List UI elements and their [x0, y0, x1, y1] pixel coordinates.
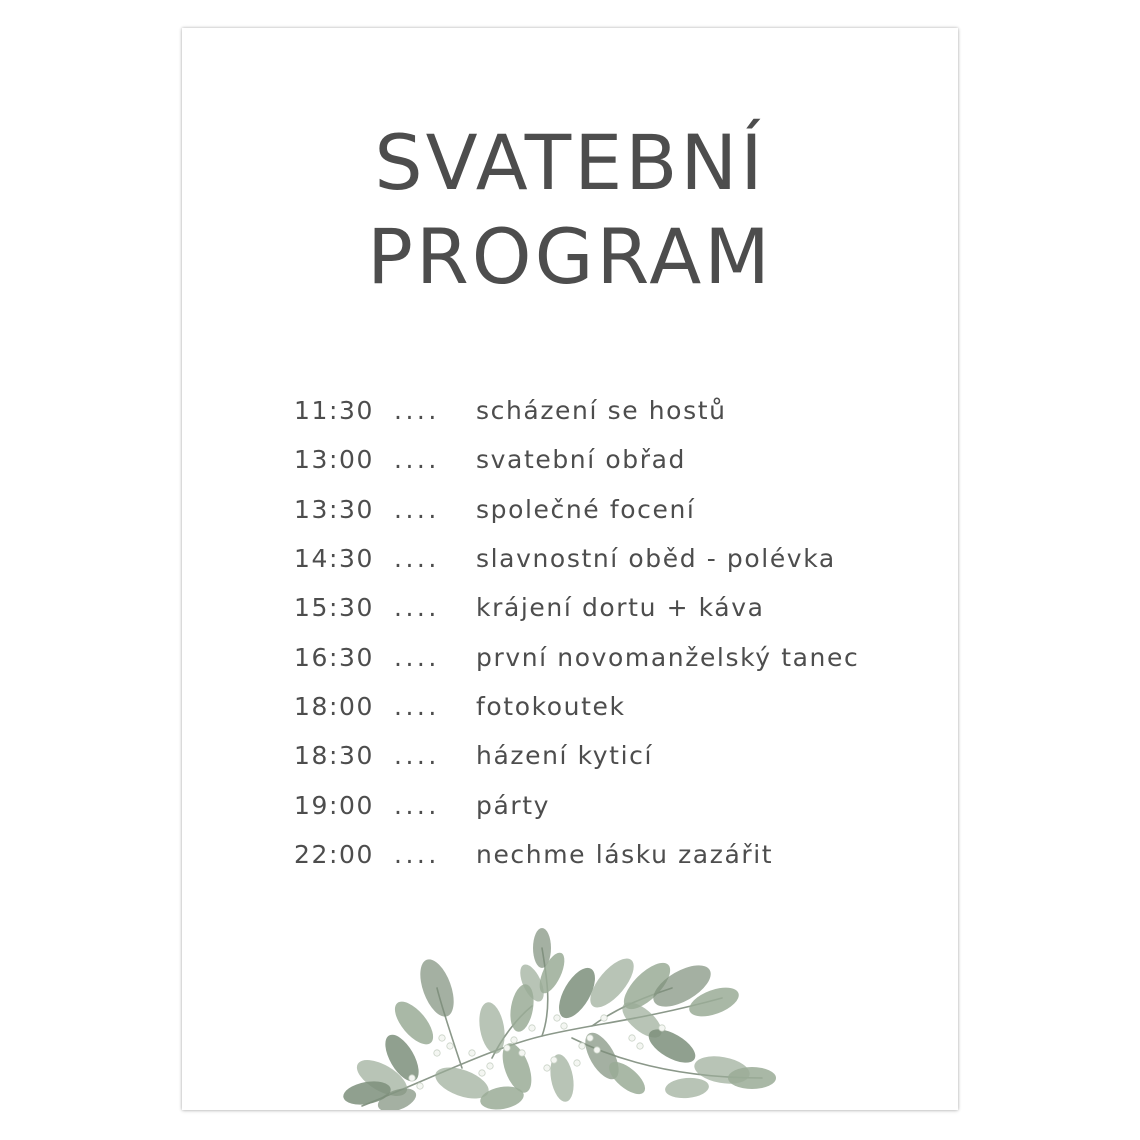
blossom-shape	[594, 1047, 600, 1053]
leaf-shape	[728, 1067, 776, 1089]
schedule-time: 11:30	[294, 396, 375, 426]
schedule-row	[294, 731, 934, 780]
schedule-dots: ....	[394, 642, 440, 672]
schedule-time: 14:30	[294, 544, 375, 574]
schedule-time: 18:30	[294, 741, 375, 771]
schedule-time: 19:00	[294, 790, 375, 820]
blossom-shape	[487, 1063, 493, 1069]
schedule-activity: krájení dortu + káva	[476, 593, 765, 623]
schedule-time: 13:30	[294, 494, 375, 524]
blossom-shape	[544, 1065, 550, 1071]
blossom-shape	[439, 1035, 445, 1041]
schedule-row	[294, 485, 934, 534]
schedule-dots: ....	[394, 494, 440, 524]
blossom-shape	[529, 1025, 535, 1031]
page-title	[182, 116, 958, 304]
schedule-row	[294, 682, 934, 731]
schedule-dots: ....	[394, 445, 440, 475]
schedule-activity: házení kyticí	[476, 741, 654, 771]
schedule-row	[294, 386, 934, 435]
blossom-shape	[409, 1075, 415, 1081]
schedule-row	[294, 780, 934, 829]
blossom-shape	[554, 1015, 560, 1021]
schedule-time: 16:30	[294, 642, 375, 672]
leaf-shape	[664, 1076, 710, 1100]
blossom-shape	[637, 1043, 643, 1049]
schedule-activity: slavnostní oběd - polévka	[476, 544, 836, 574]
schedule-dots: ....	[394, 790, 440, 820]
title-line-2: PROGRAM	[367, 212, 773, 301]
schedule-list	[294, 386, 934, 879]
blossom-shape	[434, 1050, 440, 1056]
schedule-activity: svatební obřad	[476, 445, 686, 475]
schedule-activity: společné focení	[476, 494, 696, 524]
schedule-time: 13:00	[294, 445, 375, 475]
blossom-shape	[551, 1057, 557, 1063]
schedule-dots: ....	[394, 691, 440, 721]
schedule-row	[294, 632, 934, 681]
schedule-activity: scházení se hostů	[476, 396, 727, 426]
blossom-shape	[587, 1035, 593, 1041]
blossom-shape	[504, 1045, 510, 1051]
blossom-shape	[447, 1043, 453, 1049]
schedule-activity: fotokoutek	[476, 691, 626, 721]
schedule-time: 22:00	[294, 839, 375, 869]
schedule-dots: ....	[394, 593, 440, 623]
blossom-shape	[469, 1050, 475, 1056]
schedule-dots: ....	[394, 741, 440, 771]
schedule-time: 15:30	[294, 593, 375, 623]
schedule-dots: ....	[394, 544, 440, 574]
blossom-shape	[601, 1015, 607, 1021]
blossom-shape	[659, 1025, 665, 1031]
title-line-1: SVATEBNÍ	[374, 118, 766, 207]
blossom-shape	[479, 1070, 485, 1076]
schedule-activity: nechme lásku zazářit	[476, 839, 774, 869]
blossom-shape	[417, 1083, 423, 1089]
leaf-shape	[414, 955, 461, 1021]
schedule-row	[294, 583, 934, 632]
blossom-shape	[579, 1043, 585, 1049]
blossom-shape	[511, 1037, 517, 1043]
blossom-shape	[519, 1050, 525, 1056]
eucalyptus-foliage-icon	[342, 928, 792, 1110]
schedule-activity: první novomanželský tanec	[476, 642, 860, 672]
schedule-row	[294, 435, 934, 484]
schedule-row	[294, 830, 934, 879]
schedule-dots: ....	[394, 839, 440, 869]
schedule-time: 18:00	[294, 691, 375, 721]
program-card	[182, 28, 958, 1110]
schedule-row	[294, 534, 934, 583]
blossom-shape	[574, 1060, 580, 1066]
blossom-shape	[629, 1035, 635, 1041]
blossom-shape	[561, 1023, 567, 1029]
schedule-dots: ....	[394, 396, 440, 426]
schedule-activity: párty	[476, 790, 551, 820]
